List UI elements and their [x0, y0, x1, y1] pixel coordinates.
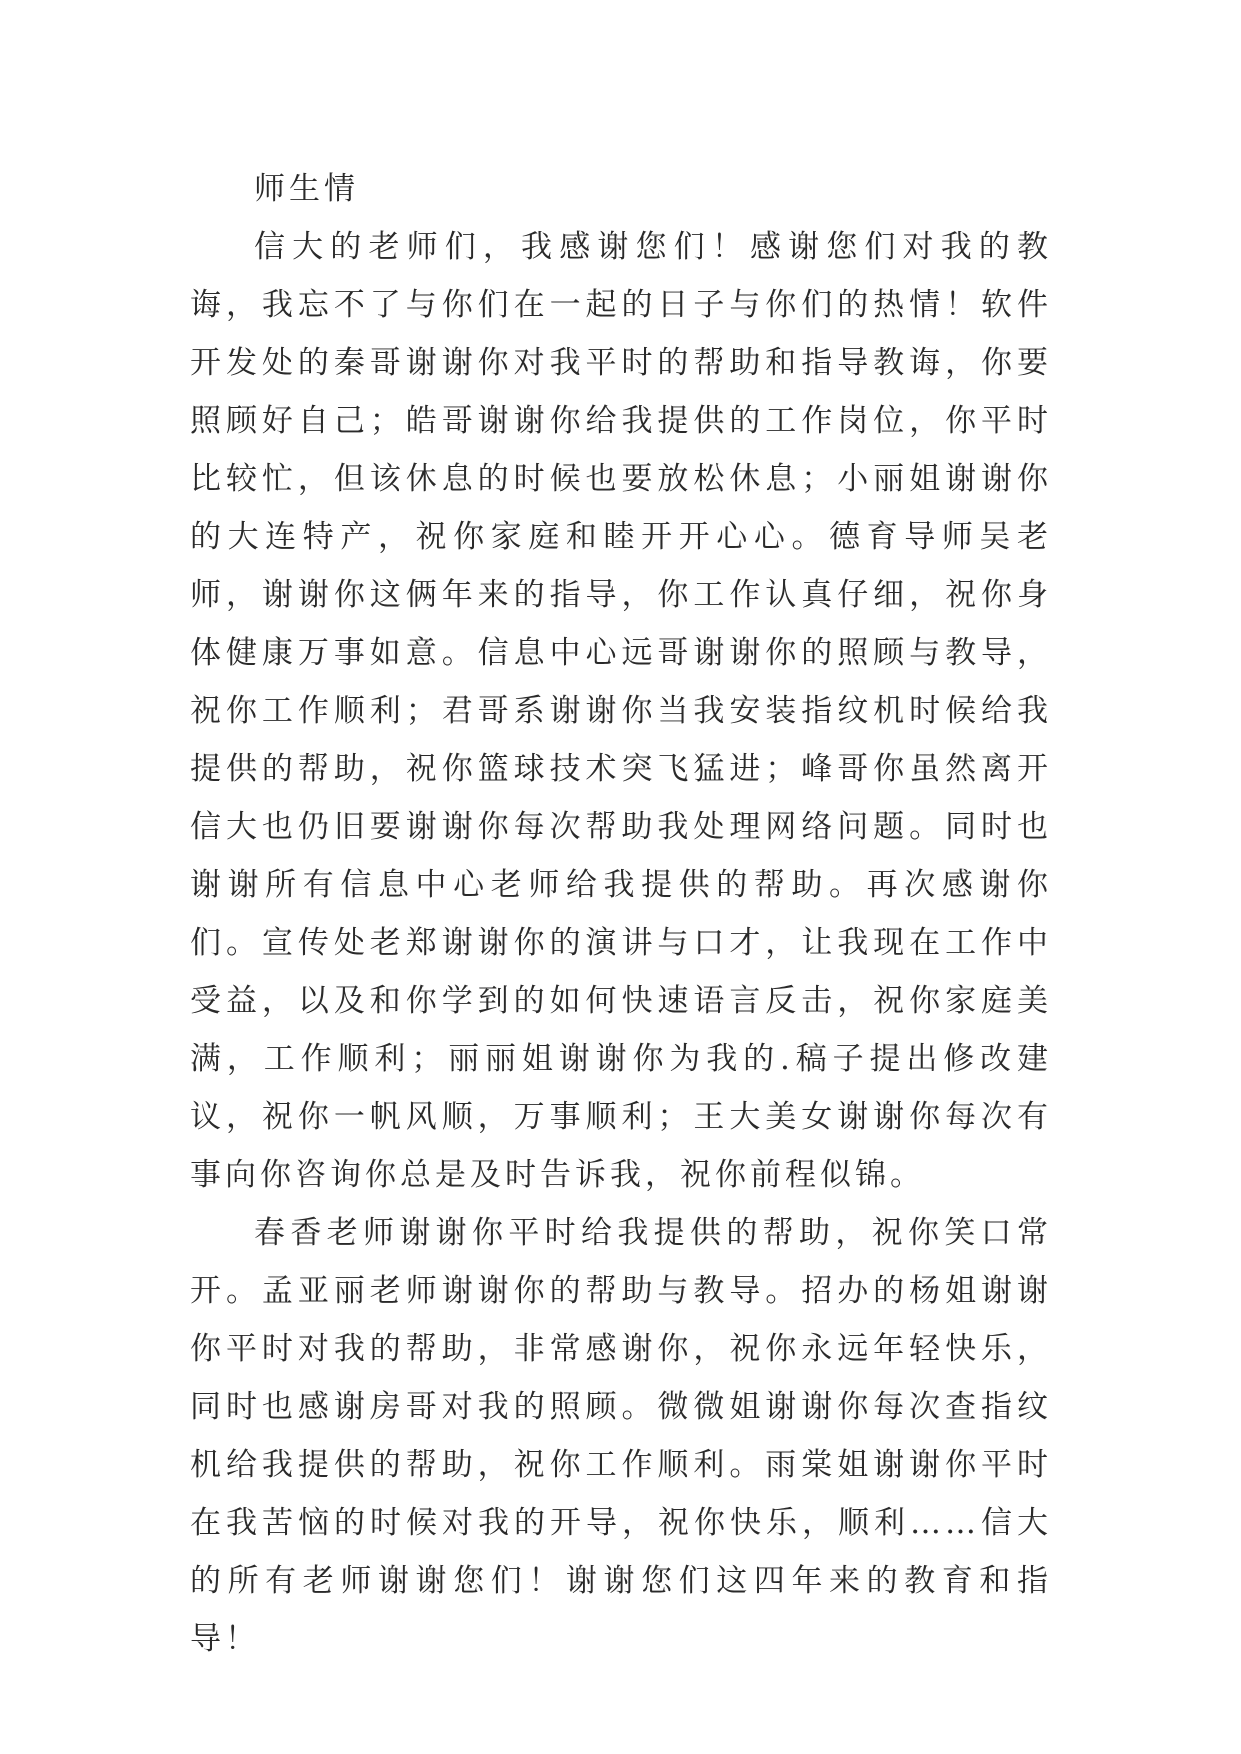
- paragraph-1: 信大的老师们，我感谢您们！感谢您们对我的教诲，我忘不了与你们在一起的日子与你们的热情！软件开发处的秦哥谢谢你对我平时的帮助和指导教诲，你要照顾好自己；皓哥谢谢你给我提供的工作岗位，你平时比较忙，但该休息的时候也要放松休息；小丽姐谢谢你的大连特产，祝你家庭和睦开开心心。德育导师吴老师，谢谢你这俩年来的指导，你工作认真仔细，祝你身体健康万事如意。信息中心远哥谢谢你的照顾与教导，祝你工作顺利；君哥系谢谢你当我安装指纹机时候给我提供的帮助，祝你篮球技术突飞猛进；峰哥你虽然离开信大也仍旧要谢谢你每次帮助我处理网络问题。同时也谢谢所有信息中心老师给我提供的帮助。再次感谢你们。宣传处老郑谢谢你的演讲与口才，让我现在工作中受益，以及和你学到的如何快速语言反击，祝你家庭美满，工作顺利；丽丽姐谢谢你为我的.稿子提出修改建议，祝你一帆风顺，万事顺利；王大美女谢谢你每次有事向你咨询你总是及时告诉我，祝你前程似锦。: [190, 229, 1052, 1193]
- document-body: [190, 160, 1052, 1668]
- document-title: 师生情: [254, 171, 359, 207]
- paragraph-2: 春香老师谢谢你平时给我提供的帮助，祝你笑口常开。孟亚丽老师谢谢你的帮助与教导。招办的杨姐谢谢你平时对我的帮助，非常感谢你，祝你永远年轻快乐，同时也感谢房哥对我的照顾。微微姐谢谢你每次查指纹机给我提供的帮助，祝你工作顺利。雨棠姐谢谢你平时在我苦恼的时候对我的开导，祝你快乐，顺利……信大的所有老师谢谢您们！谢谢您们这四年来的教育和指导！: [190, 1215, 1052, 1657]
